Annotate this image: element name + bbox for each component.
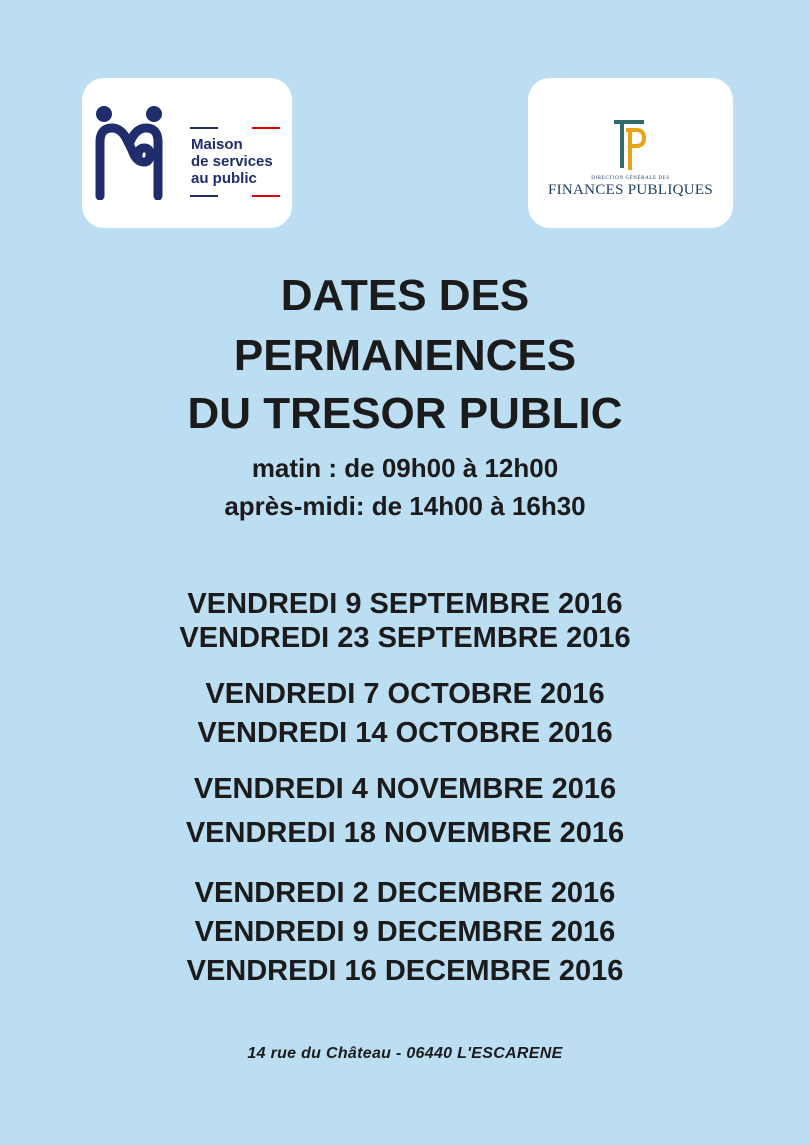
date-item-8: VENDREDI 9 DECEMBRE 2016 — [194, 916, 616, 948]
dgfip-small-text: DIRECTION GÉNÉRALE DES — [591, 176, 670, 181]
title-line-3: DU TRESOR PUBLIC — [187, 389, 623, 438]
date-item-1: VENDREDI 9 SEPTEMBRE 2016 — [187, 588, 623, 620]
title-line-2: PERMANENCES — [233, 331, 577, 380]
date-item-4: VENDREDI 14 OCTOBRE 2016 — [197, 717, 613, 749]
msap-emblem-icon — [92, 104, 168, 200]
date-item-7: VENDREDI 2 DECEMBRE 2016 — [194, 877, 616, 909]
msap-bar-bottom-red — [252, 195, 280, 197]
msap-logo — [82, 78, 292, 228]
hours-afternoon: après-midi: de 14h00 à 16h30 — [224, 491, 586, 521]
date-item-3: VENDREDI 7 OCTOBRE 2016 — [205, 678, 605, 710]
date-item-9: VENDREDI 16 DECEMBRE 2016 — [186, 955, 624, 987]
date-item-6: VENDREDI 18 NOVEMBRE 2016 — [185, 817, 625, 849]
msap-line-2: de services — [191, 153, 273, 170]
msap-line-1: Maison — [191, 136, 243, 153]
msap-bar-top-blue — [190, 127, 218, 129]
msap-bar-bottom-blue — [190, 195, 218, 197]
msap-line-3: au public — [191, 170, 257, 187]
dgfip-logo — [528, 78, 733, 228]
date-item-2: VENDREDI 23 SEPTEMBRE 2016 — [179, 622, 631, 654]
dgfip-big-text: FINANCES PUBLIQUES — [547, 182, 713, 198]
title-line-1: DATES DES — [280, 271, 530, 320]
date-item-5: VENDREDI 4 NOVEMBRE 2016 — [193, 773, 617, 805]
dgfip-emblem-icon — [610, 116, 650, 172]
address: 14 rue du Château - 06440 L'ESCARENE — [247, 1045, 563, 1062]
msap-name — [191, 136, 273, 187]
msap-bar-top-red — [252, 127, 280, 129]
hours-morning: matin : de 09h00 à 12h00 — [251, 453, 559, 483]
